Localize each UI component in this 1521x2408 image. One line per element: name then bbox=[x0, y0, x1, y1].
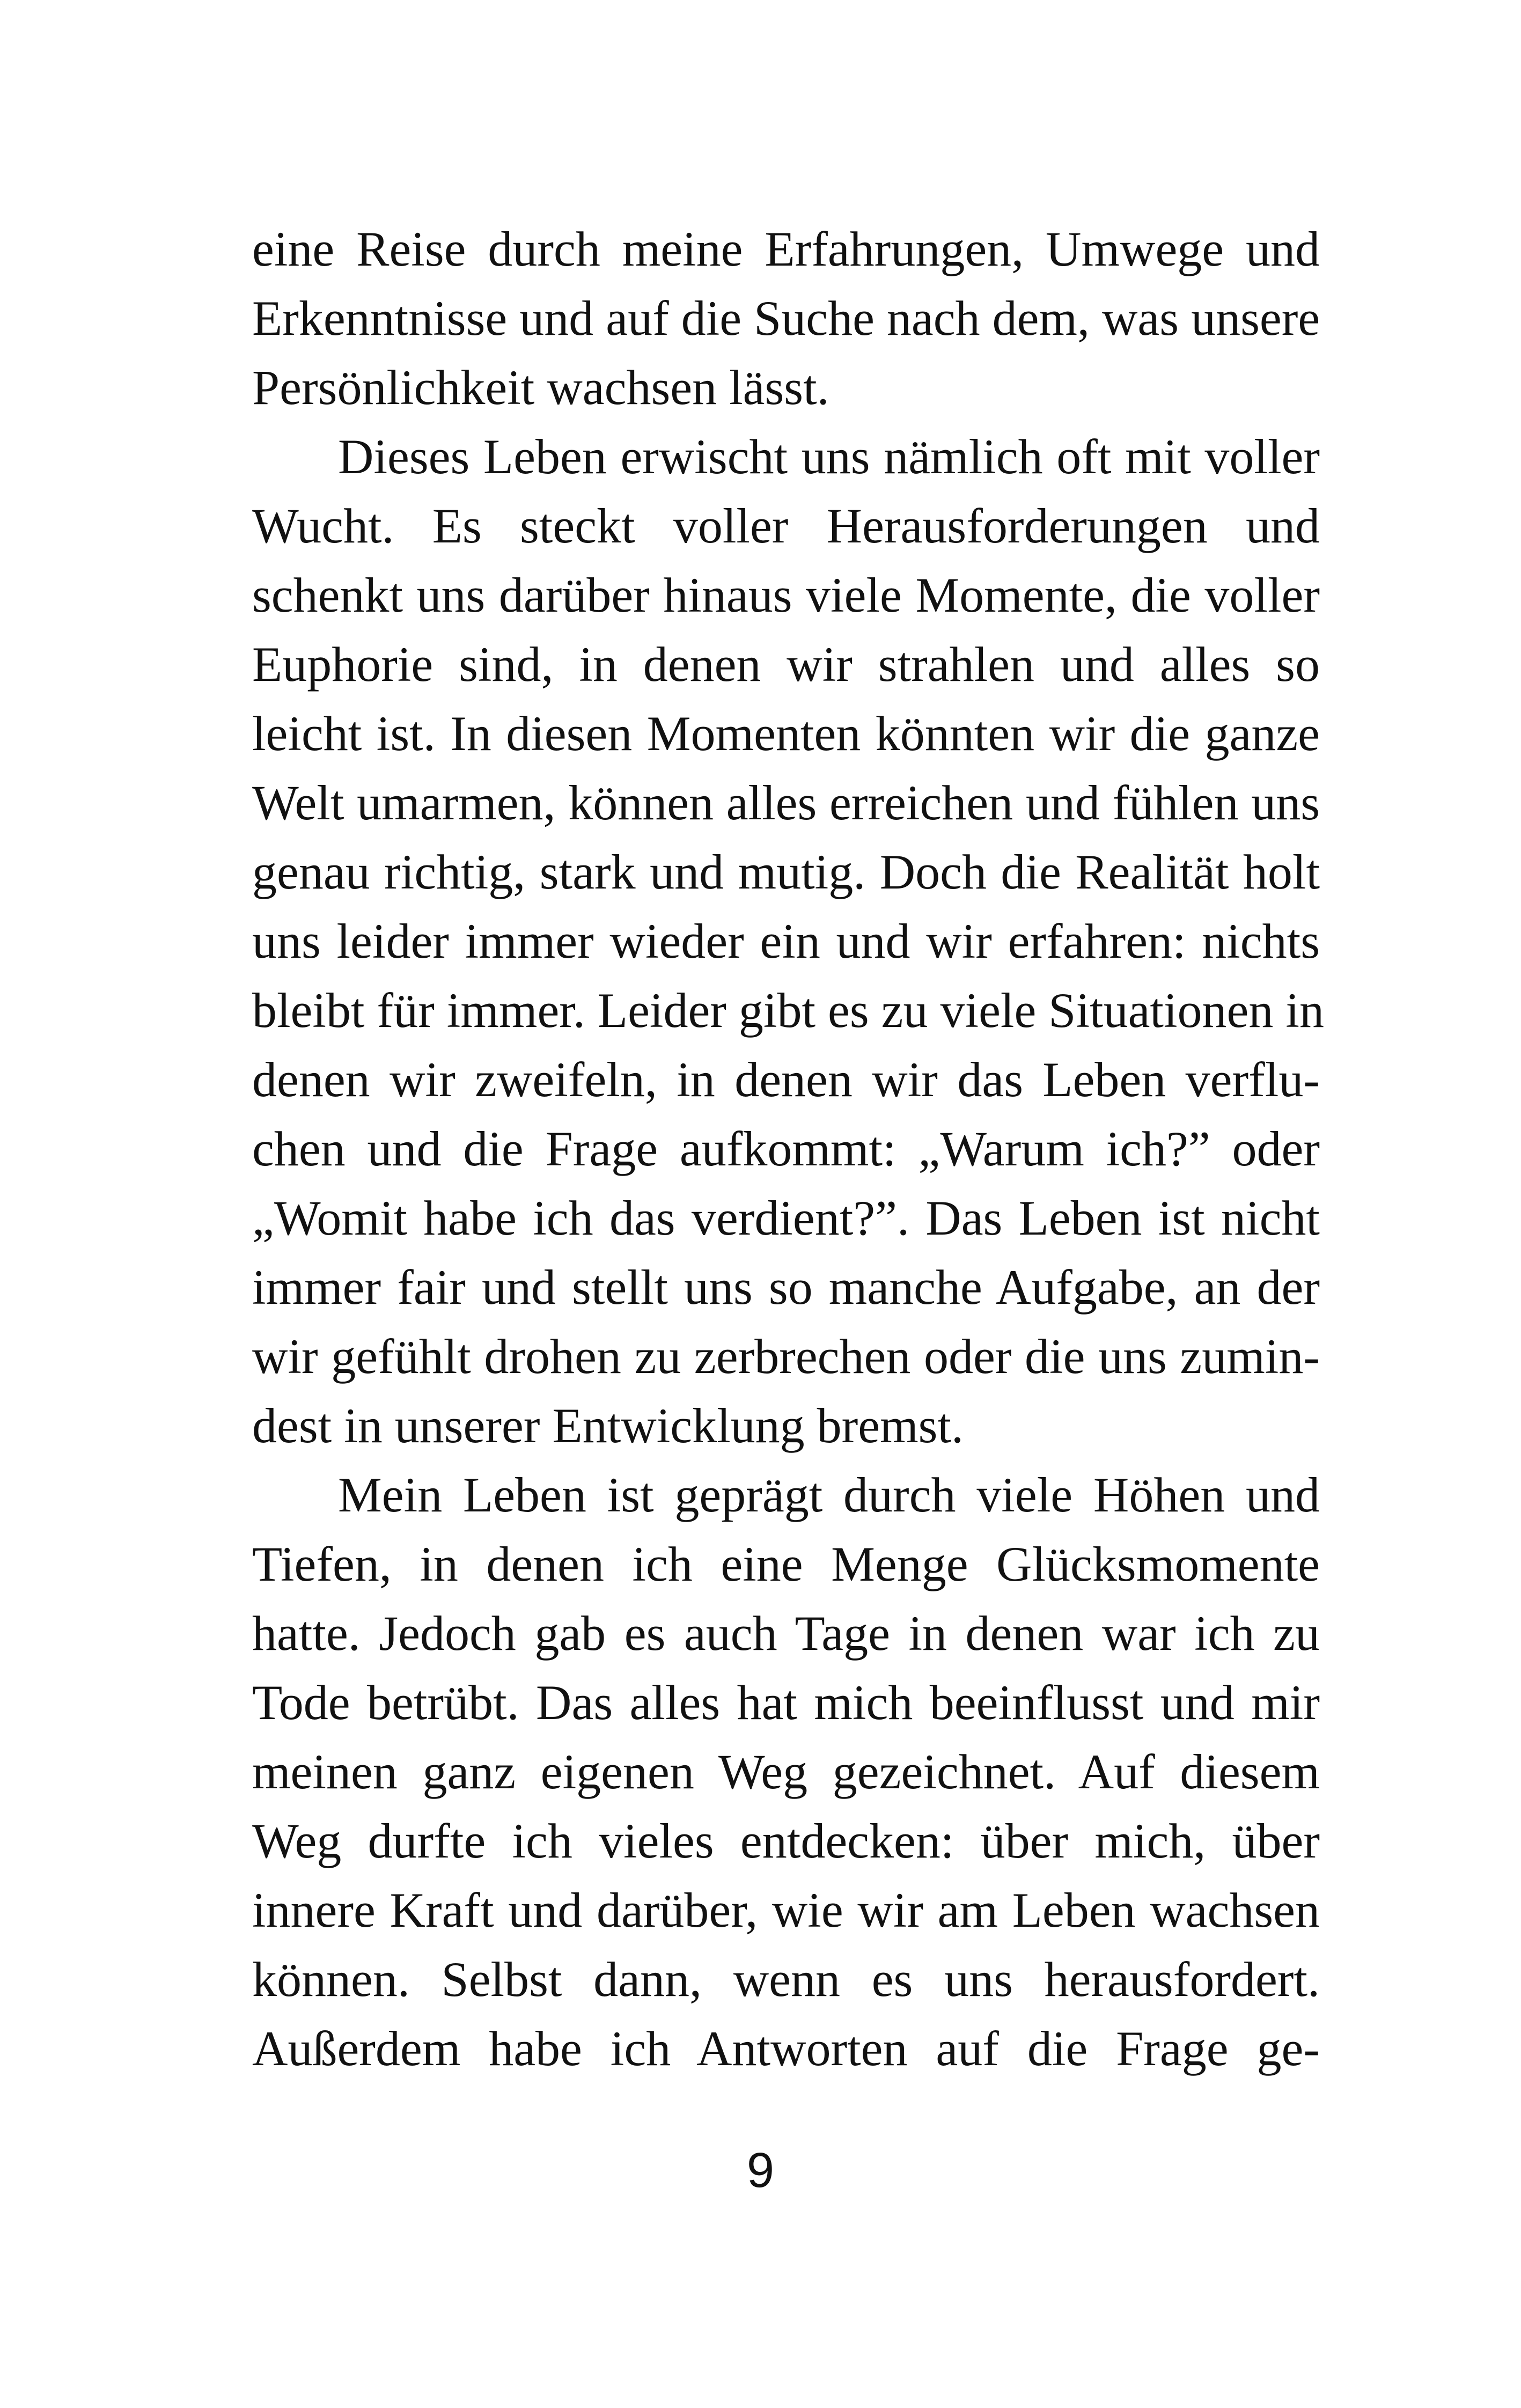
body-text bbox=[252, 215, 1324, 2083]
text-line: genau richtig, stark und mutig. Doch die Realität holt bbox=[252, 845, 1320, 899]
text-line: Weg durfte ich vieles entdecken: über mich, über bbox=[252, 1814, 1320, 1868]
text-line: Wucht. Es steckt voller Herausforderungen und bbox=[252, 498, 1320, 553]
text-line: Erkenntnisse und auf die Suche nach dem, was unsere bbox=[252, 291, 1320, 346]
text-line: Welt umarmen, können alles erreichen und fühlen uns bbox=[252, 775, 1320, 830]
text-line: immer fair und stellt uns so manche Aufgabe, an der bbox=[252, 1260, 1320, 1315]
text-line: leicht ist. In diesen Momenten könnten wir die ganze bbox=[252, 706, 1320, 761]
text-line: hatte. Jedoch gab es auch Tage in denen war ich zu bbox=[252, 1606, 1320, 1661]
text-line: Euphorie sind, in denen wir strahlen und alles so bbox=[252, 637, 1320, 692]
text-line: können. Selbst dann, wenn es uns herausfordert. bbox=[252, 1952, 1320, 2007]
text-line: Tiefen, in denen ich eine Menge Glücksmomente bbox=[252, 1537, 1320, 1591]
text-line: schenkt uns darüber hinaus viele Momente, die voller bbox=[252, 568, 1320, 622]
text-line: Tode betrübt. Das alles hat mich beeinflusst und mir bbox=[252, 1675, 1320, 1730]
text-line: Mein Leben ist geprägt durch viele Höhen und bbox=[338, 1467, 1320, 1522]
text-line: denen wir zweifeln, in denen wir das Leben verflu- bbox=[252, 1052, 1320, 1107]
text-line: Persönlichkeit wachsen lässt. bbox=[252, 360, 829, 415]
text-line: Außerdem habe ich Antworten auf die Frage ge- bbox=[252, 2021, 1320, 2076]
text-line: „Womit habe ich das verdient?”. Das Leben ist nicht bbox=[252, 1191, 1320, 1245]
text-line: meinen ganz eigenen Weg gezeichnet. Auf diesem bbox=[252, 1744, 1320, 1799]
text-line: chen und die Frage aufkommt: „Warum ich?” oder bbox=[252, 1121, 1320, 1176]
text-line: bleibt für immer. Leider gibt es zu viele Situationen in bbox=[252, 983, 1324, 1038]
text-line: dest in unserer Entwicklung bremst. bbox=[252, 1398, 964, 1453]
text-line: wir gefühlt drohen zu zerbrechen oder die uns zumin- bbox=[252, 1329, 1320, 1384]
text-line: innere Kraft und darüber, wie wir am Leben wachsen bbox=[252, 1883, 1320, 1937]
text-line: Dieses Leben erwischt uns nämlich oft mit voller bbox=[338, 429, 1320, 484]
text-line: uns leider immer wieder ein und wir erfahren: nichts bbox=[252, 914, 1320, 968]
text-line: eine Reise durch meine Erfahrungen, Umwege und bbox=[252, 222, 1320, 276]
page-number: 9 bbox=[746, 2143, 775, 2198]
